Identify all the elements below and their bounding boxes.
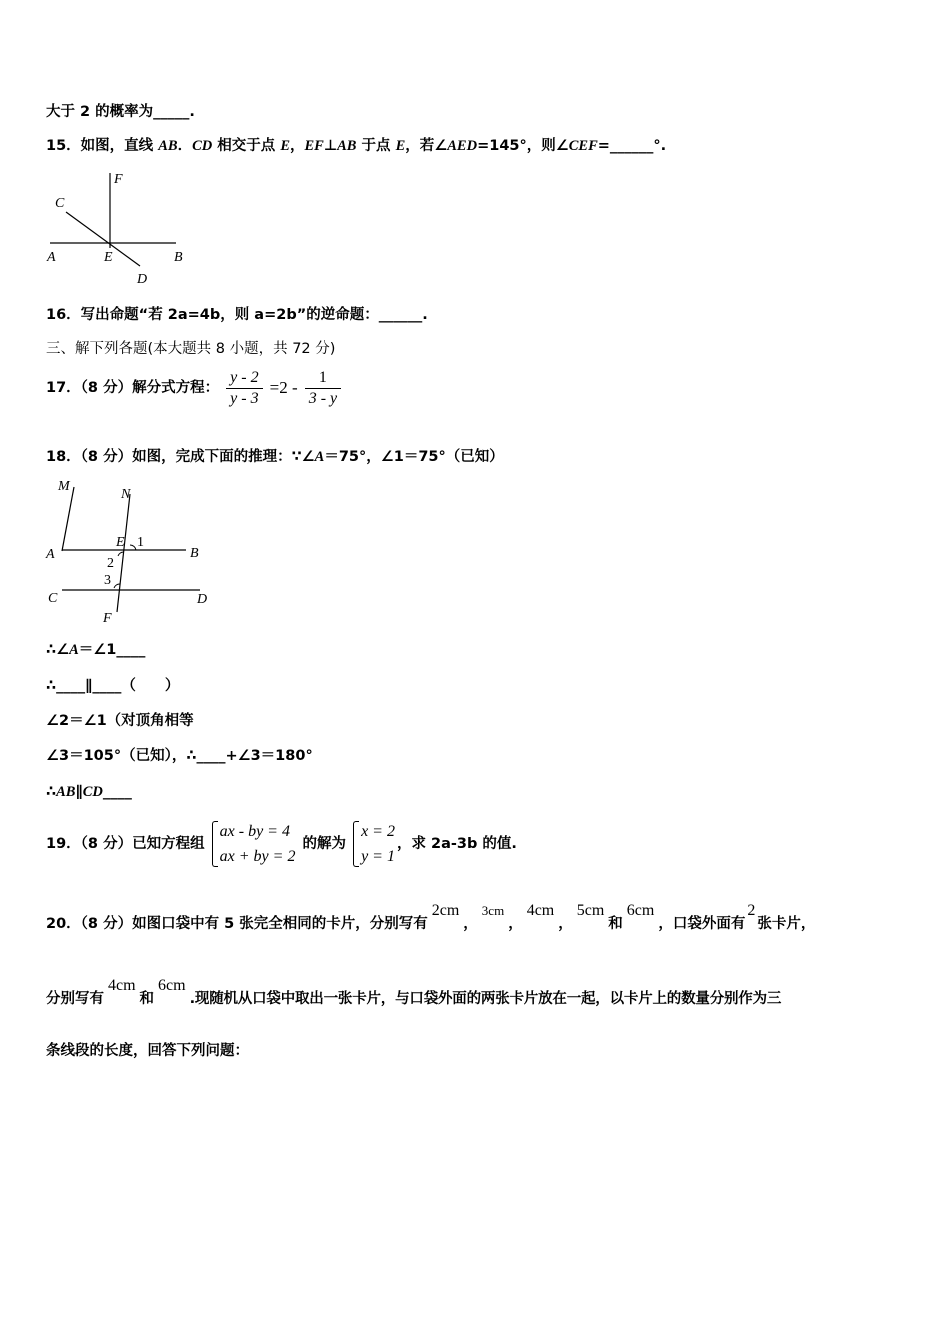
reason-text: ∠3＝105°（已知），∴____+∠3＝180° [46,748,313,764]
reason-text: ＝∠1____ [78,642,146,658]
figure-18 [40,472,220,627]
q19-text: 19．（8 分）已知方程组 [46,836,205,852]
q15-ef: EF [304,138,324,154]
reason-line-2 [46,676,179,696]
label-c: C [55,196,65,211]
q15-cd: CD [192,138,213,154]
q16-text: 16．写出命题“若 2a=4b，则 a=2b”的逆命题：______. [46,307,428,323]
q15-text: =145°，则∠ [477,138,569,154]
line-nf [117,494,130,612]
q15-dot: ． [177,138,193,154]
q15-text: 于点 [356,138,396,154]
label-e: E [104,250,113,265]
card-6cm: 6cm [626,902,655,919]
solution-system [353,819,395,869]
q20-text: .现随机从口袋中取出一张卡片，与口袋外面的两张卡片放在一起，以卡片上的数量分别作为三 [189,991,782,1007]
question-19 [46,816,517,872]
q15-cef: CEF [568,138,598,154]
q15-text: 相交于点 [212,138,281,154]
q20-sep: ， [463,916,478,932]
q20-text: ，口袋外面有 [658,916,746,932]
fraction-1 [226,368,262,409]
q17-text: 17．（8 分）解分式方程： [46,380,220,396]
q20-sep: ， [558,916,573,932]
label-3: 3 [104,573,111,588]
q18-a: A [314,449,325,465]
q15-e: E [395,138,406,154]
question-18 [46,447,504,467]
label-m: M [58,479,70,494]
reason-parallel: ∥ [75,784,83,800]
outside-card-4cm: 4cm [108,977,136,994]
q15-ab: AB [158,138,178,154]
label-b: B [174,250,183,265]
reason-text: ____ [102,784,132,800]
question-20-line-3 [46,1041,249,1061]
equation-1: ax - by = 4 [219,823,290,840]
label-b: B [190,546,199,561]
text-line-continued [46,102,195,122]
q18-text: 18．（8 分）如图，完成下面的推理：∵∠ [46,449,315,465]
q20-and: 和 [139,991,155,1007]
q20-and: 和 [608,916,623,932]
card-4cm: 4cm [526,902,555,919]
q15-e: E [280,138,291,154]
q19-text: ，求 2a-3b 的值. [396,836,517,852]
reason-a: A [69,642,79,658]
figure-15 [40,168,200,288]
reason-text: ∴∠ [46,642,70,658]
reason-line-3 [46,711,194,731]
label-1: 1 [137,535,144,550]
line-m [62,487,74,551]
label-a: A [47,250,56,265]
reason-text: ∴ [46,784,57,800]
card-3cm: 3cm [481,903,505,918]
label-f: F [103,611,112,626]
line-cd [66,212,140,266]
q15-text: ， [290,138,305,154]
label-2: 2 [107,556,114,571]
label-e: E [116,535,125,550]
reason-line-5 [46,782,132,802]
q20-text: 分别写有 [46,991,104,1007]
label-d: D [197,592,208,607]
label-n: N [121,487,131,502]
equation-2: ax + by = 2 [219,848,296,865]
fraction-2-numerator: 1 [305,368,341,389]
question-20-line-2 [46,977,782,1009]
fraction-2-denominator: 3 - y [308,389,338,407]
solution-y: y = 1 [361,848,395,865]
section-3-text: 三、解下列各题(本大题共 8 小题，共 72 分) [46,341,336,357]
q19-text: 的解为 [302,836,346,852]
card-5cm: 5cm [576,902,605,919]
line-text: 大于 2 的概率为_____. [46,104,195,120]
equation-system [212,819,296,869]
q18-text: ＝75°，∠1＝75°（已知） [324,449,504,465]
q15-aed: AED [447,138,478,154]
q17-equals: =2 - [269,378,298,397]
q20-sep: ， [508,916,523,932]
fraction-1-denominator: y - 3 [230,389,259,407]
label-f: F [114,172,123,187]
fraction-1-numerator: y - 2 [226,368,262,389]
q20-text: 条线段的长度，回答下列问题： [46,1043,249,1059]
outside-card-6cm: 6cm [158,977,186,994]
label-a: A [46,547,55,562]
card-count: 2 [747,902,756,919]
question-20 [46,902,816,934]
q20-text: 张卡片， [757,916,816,932]
question-15 [46,136,666,156]
angle-3-arc [114,584,120,588]
label-d: D [137,272,148,287]
fraction-2 [305,368,341,409]
reason-line-1 [46,640,145,660]
section-3-heading [46,339,335,359]
q15-perp: ⊥ [323,138,338,154]
q15-text: ，若∠ [405,138,448,154]
reason-text: ∠2＝∠1（对顶角相等 [46,713,194,729]
q15-text: 15．如图，直线 [46,138,159,154]
question-16 [46,305,428,325]
q15-text: =______°. [597,138,667,154]
reason-line-4 [46,746,313,766]
q15-ab: AB [337,138,357,154]
card-2cm: 2cm [431,902,460,919]
angle-1-arc [130,545,136,550]
label-c: C [48,591,58,606]
question-17 [46,364,343,412]
reason-ab: AB [56,784,76,800]
reason-text: ∴____∥____（ ） [46,678,180,694]
q20-text: 20．（8 分）如图口袋中有 5 张完全相同的卡片，分别写有 [46,916,428,932]
solution-x: x = 2 [361,823,395,840]
reason-cd: CD [82,784,103,800]
